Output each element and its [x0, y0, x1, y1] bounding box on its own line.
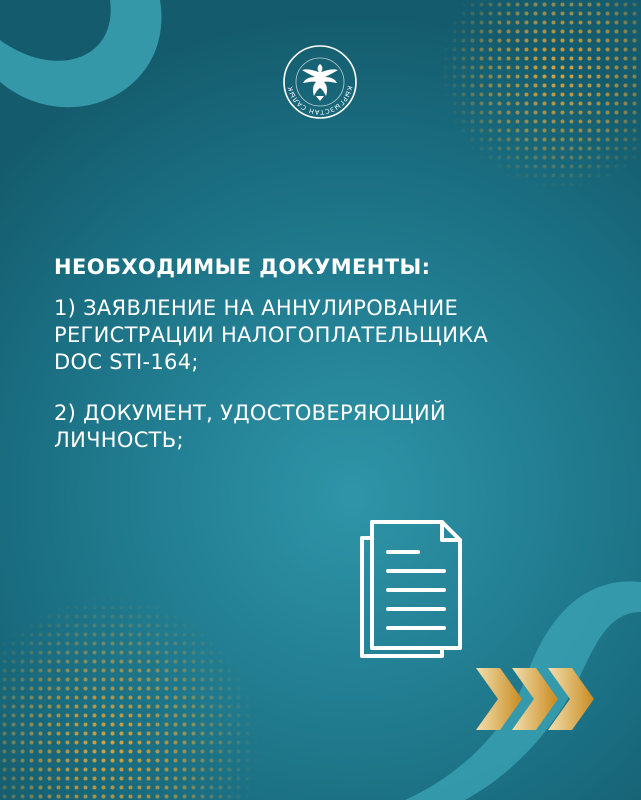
tax-service-logo: [282, 44, 358, 120]
list-item-line: 1) ЗАЯВЛЕНИЕ НА АННУЛИРОВАНИЕ: [54, 296, 459, 320]
list-item: [54, 295, 488, 376]
wave-top-left: [0, 0, 161, 107]
document-stack-icon: [356, 518, 472, 658]
list-item-line: ЛИЧНОСТЬ;: [54, 428, 184, 452]
chevron-arrows-icon: [474, 668, 598, 730]
documents-heading: НЕОБХОДИМЫЕ ДОКУМЕНТЫ:: [54, 255, 431, 279]
list-item-line: DOC STI-164;: [54, 350, 199, 374]
list-item-line: 2) ДОКУМЕНТ, УДОСТОВЕРЯЮЩИЙ: [54, 401, 447, 425]
dot-pattern-bottom-left: [0, 580, 300, 800]
list-item-line: РЕГИСТРАЦИИ НАЛОГОПЛАТЕЛЬЩИКА: [54, 323, 489, 347]
eagle-emblem-icon: [282, 44, 358, 120]
dot-pattern-top-right: [430, 0, 641, 200]
svg-text:КЫРГЫЗСТАН САЛЫК КЫЗМАТЫ: КЫРГЫЗСТАН САЛЫК: [286, 85, 354, 117]
list-item: [54, 400, 446, 454]
